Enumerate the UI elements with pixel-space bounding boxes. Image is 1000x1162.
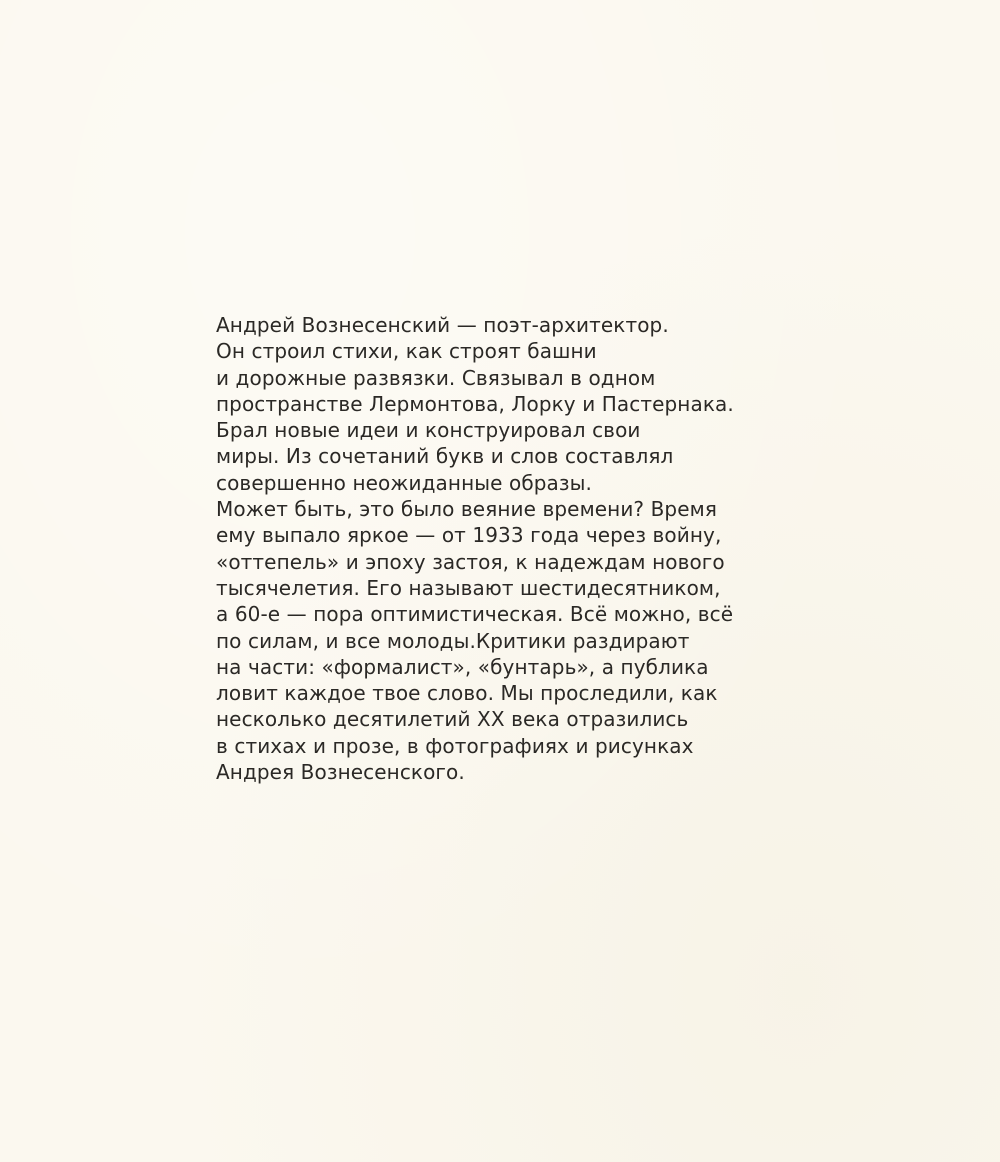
text-line: ловит каждое твое слово. Мы проследили, как	[216, 681, 718, 706]
text-line: Андрея Вознесенского.	[216, 760, 465, 785]
text-line: Андрей Вознесенский — поэт-архитектор.	[216, 313, 669, 337]
text-line: Брал новые идеи и конструировал свои	[216, 418, 641, 443]
text-line: на части: «формалист», «бунтарь», а публика	[216, 654, 709, 679]
text-line: пространстве Лермонтова, Лорку и Пастернака.	[216, 391, 734, 416]
text-line: Он строил стихи, как строят башни	[216, 339, 597, 364]
text-line: по силам, и все молоды.Критики раздирают	[216, 628, 690, 653]
text-line: несколько десятилетий XX века отразились	[216, 707, 689, 732]
text-line: а 60-е — пора оптимистическая. Всё можно, всё	[216, 602, 734, 627]
text-line: миры. Из сочетаний букв и слов составлял	[216, 444, 674, 469]
text-line: «оттепель» и эпоху застоя, к надеждам нового	[216, 549, 725, 574]
body-text	[216, 312, 776, 785]
text-line: совершенно неожиданные образы.	[216, 470, 592, 495]
text-line: и дорожные развязки. Связывал в одном	[216, 365, 656, 390]
text-line: в стихах и прозе, в фотографиях и рисунках	[216, 733, 694, 758]
text-line: ему выпало яркое — от 1933 года через войну,	[216, 523, 722, 548]
text-line: Может быть, это было веяние времени? Время	[216, 497, 717, 522]
text-line: тысячелетия. Его называют шестидесятником,	[216, 575, 721, 600]
